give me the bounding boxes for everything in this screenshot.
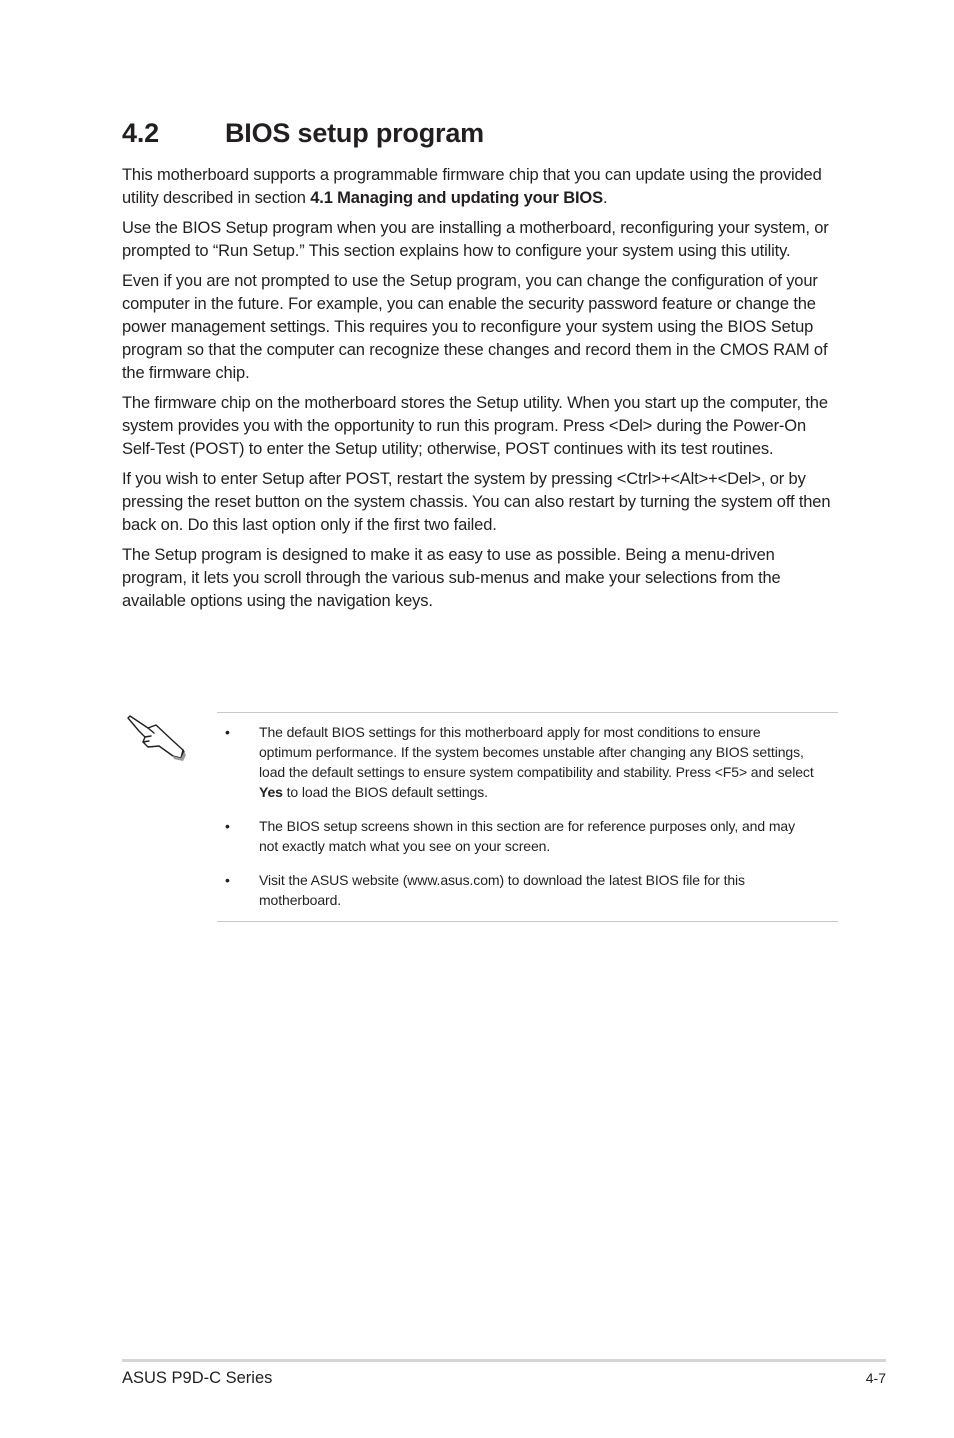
section-number: 4.2	[122, 118, 159, 148]
paragraph-text: This motherboard supports a programmable firmware chip that you can update using the provided utility described in section	[122, 166, 822, 207]
note-list	[217, 722, 817, 924]
note-item	[217, 722, 817, 802]
note-item	[217, 816, 817, 856]
paragraph: If you wish to enter Setup after POST, restart the system by pressing <Ctrl>+<Alt>+<Del>, or by pressing the reset button on the system chassis. You can also restart by turning the system off then back on. Do this last option only if the first two failed.	[122, 470, 831, 534]
footer-product-name: ASUS P9D-C Series	[122, 1369, 273, 1387]
paragraph: Use the BIOS Setup program when you are installing a motherboard, reconfiguring your system, or prompted to “Run Setup.” This section explains how to configure your system using this utility.	[122, 219, 829, 260]
page-number: 4-7	[865, 1370, 886, 1386]
paragraph-text: .	[602, 189, 608, 207]
bullet: •	[225, 724, 230, 740]
note-text: Visit the ASUS website (www.asus.com) to download the latest BIOS file for this motherboard.	[259, 872, 745, 908]
note-text: The BIOS setup screens shown in this section are for reference purposes only, and may not exactly match what you see on your screen.	[259, 818, 795, 854]
note-box	[217, 712, 838, 922]
section-title: BIOS setup program	[225, 118, 484, 148]
hand-pointer-icon	[126, 712, 188, 762]
paragraph: Even if you are not prompted to use the Setup program, you can change the configuration of your computer in the future. For example, you can enable the security password feature or change the power management settings. This requires you to reconfigure your system using the BIOS Setup program so that the computer can recognize these changes and record them in the CMOS RAM of the firmware chip.	[122, 272, 828, 382]
section-heading	[122, 118, 484, 149]
paragraph-intro	[122, 164, 840, 210]
body-text	[122, 164, 840, 620]
note-item	[217, 870, 817, 910]
paragraph: The Setup program is designed to make it as easy to use as possible. Being a menu-driven program, it lets you scroll through the various sub-menus and make your selections from the available options using the navigation keys.	[122, 546, 781, 610]
note-text: The default BIOS settings for this motherboard apply for most conditions to ensure optimum performance. If the system becomes unstable after changing any BIOS settings, load the default settings to ensure system compatibility and stability. Press <F5> and select	[259, 724, 814, 780]
note-emphasis: Yes	[259, 784, 283, 800]
footer-rule	[122, 1359, 886, 1362]
paragraph: The firmware chip on the motherboard stores the Setup utility. When you start up the computer, the system provides you with the opportunity to run this program. Press <Del> during the Power-On Self-Test (POST) to enter the Setup utility; otherwise, POST continues with its test routines.	[122, 394, 828, 458]
bullet: •	[225, 872, 230, 888]
section-reference: 4.1 Managing and updating your BIOS	[310, 189, 603, 207]
bullet: •	[225, 818, 230, 834]
note-text: to load the BIOS default settings.	[282, 784, 488, 800]
